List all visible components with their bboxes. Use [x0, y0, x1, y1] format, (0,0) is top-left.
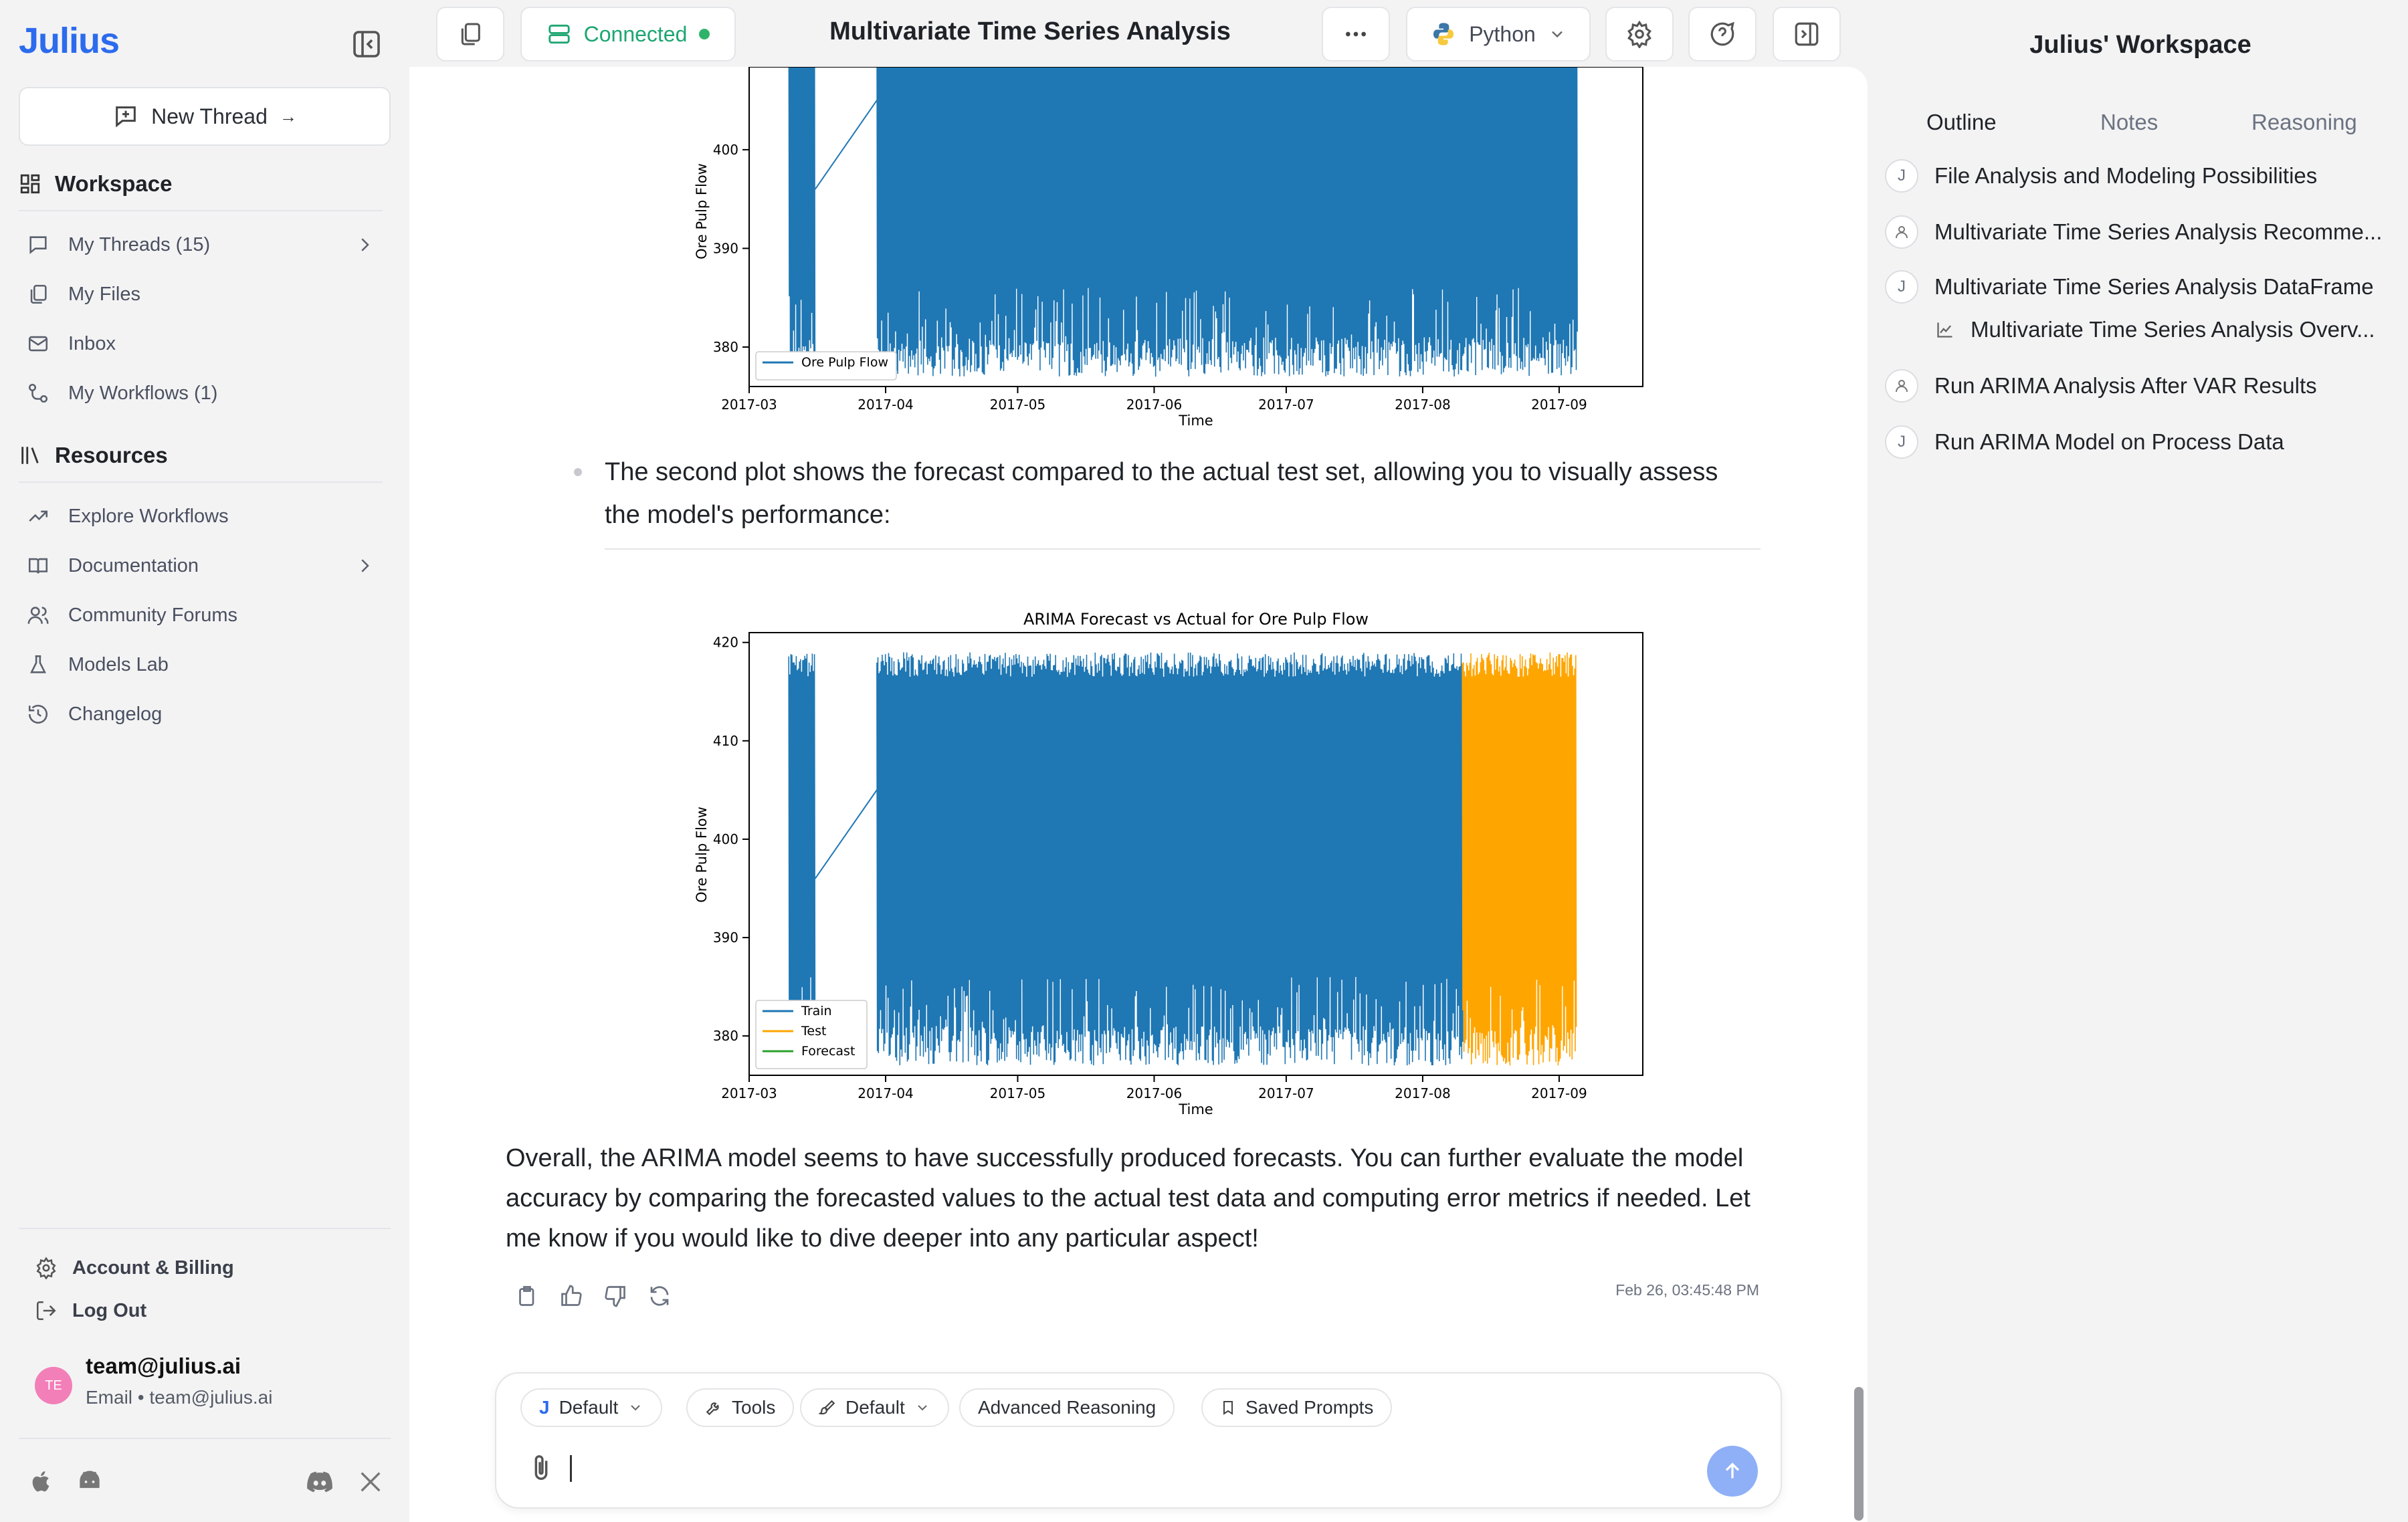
user-email: team@julius.ai [86, 1353, 241, 1378]
series-line-test [1462, 653, 1576, 1066]
help-chat-button[interactable] [1688, 7, 1757, 62]
arima-forecast-chart[interactable] [693, 602, 1656, 1123]
y-tick-label: 410 [712, 732, 738, 749]
arrow-up-icon [1720, 1459, 1744, 1483]
x-tick-label: 2017-06 [1126, 1085, 1183, 1101]
legend-label: Ore Pulp Flow [801, 355, 888, 370]
assistant-message-text: Overall, the ARIMA model seems to have successfully produced forecasts. You can further evaluate the model accuracy by comparing the forecasted values to the actual test data and computing error metrics if needed. Let me know if you would like to dive deeper into any particular aspect! [506, 1144, 1750, 1253]
outline-item-label: Multivariate Time Series Analysis Recomme... [1934, 219, 2383, 244]
flask-icon [27, 653, 49, 676]
outline-item-label: Multivariate Time Series Analysis DataFrame [1934, 274, 2374, 299]
user-subtitle: Email • team@julius.ai [86, 1387, 273, 1408]
julius-badge: J [1885, 425, 1918, 459]
send-button[interactable] [1707, 1446, 1758, 1497]
y-tick-label: 380 [712, 1028, 738, 1045]
gear-icon [35, 1257, 58, 1279]
user-icon [1885, 215, 1918, 249]
server-icon [546, 21, 572, 47]
divider [19, 481, 383, 483]
chevron-down-icon [1548, 25, 1567, 43]
bookmark-icon [1220, 1400, 1236, 1416]
x-tick-label: 2017-09 [1531, 1085, 1587, 1101]
chevron-down-icon [627, 1400, 643, 1416]
x-axis-label: Time [1179, 413, 1213, 428]
x-twitter-icon[interactable] [353, 1464, 388, 1499]
divider [605, 548, 1761, 550]
panel-right-icon [1793, 20, 1821, 48]
regenerate-icon[interactable] [647, 1284, 672, 1308]
divider [19, 210, 383, 211]
workflow-icon [27, 382, 49, 405]
y-tick-label: 390 [712, 240, 738, 257]
x-tick-label: 2017-08 [1395, 1085, 1451, 1101]
advanced-reasoning-chip[interactable]: Advanced Reasoning [959, 1388, 1175, 1427]
copy-thread-button[interactable] [436, 7, 504, 62]
new-thread-label: New Thread [151, 104, 268, 128]
chart-title: ARIMA Forecast vs Actual for Ore Pulp Flow [1023, 610, 1369, 629]
android-icon[interactable] [72, 1464, 107, 1499]
python-icon [1430, 21, 1457, 47]
history-icon [27, 703, 49, 726]
saved-prompts-chip[interactable]: Saved Prompts [1201, 1388, 1392, 1427]
x-tick-label: 2017-04 [858, 397, 914, 413]
page-title: Multivariate Time Series Analysis [829, 17, 1231, 45]
add-chat-icon [112, 103, 139, 130]
x-tick-label: 2017-07 [1258, 1085, 1314, 1101]
help-chat-icon [1708, 20, 1736, 48]
status-dot [699, 29, 710, 39]
resources-heading: Resources [19, 443, 168, 468]
x-tick-label: 2017-07 [1258, 397, 1314, 413]
y-tick-label: 400 [712, 831, 738, 847]
tools-chip[interactable]: Tools [686, 1388, 794, 1427]
y-axis-label: Ore Pulp Flow [694, 163, 710, 259]
outline-item-label: Multivariate Time Series Analysis Overv... [1971, 317, 2375, 342]
tab-notes[interactable]: Notes [2100, 110, 2159, 134]
outline-item[interactable] [1885, 365, 2317, 407]
book-icon [27, 554, 49, 577]
outline-item-label: Run ARIMA Model on Process Data [1934, 429, 2284, 454]
outline-item-label: File Analysis and Modeling Possibilities [1934, 163, 2318, 188]
julius-mark-icon: J [539, 1397, 550, 1418]
series-line-ore-pulp-flow [789, 67, 815, 375]
divider [19, 1438, 391, 1439]
line-chart-icon [1936, 320, 1954, 339]
series-gap-connector [815, 790, 877, 878]
wrench-icon [705, 1399, 722, 1416]
account-billing-link[interactable]: Account & Billing [35, 1249, 234, 1287]
connected-label: Connected [583, 21, 688, 46]
style-select-chip[interactable]: Default [800, 1388, 949, 1427]
workspace-heading: Workspace [19, 171, 172, 197]
y-tick-label: 420 [712, 634, 738, 651]
settings-button[interactable] [1605, 7, 1674, 62]
gear-icon [1625, 20, 1653, 48]
message-actions [515, 1284, 672, 1308]
collapse-sidebar-icon[interactable] [349, 27, 384, 62]
grid-icon [19, 173, 41, 195]
sidebar [0, 0, 409, 1522]
bullet-dot [574, 468, 582, 476]
language-select[interactable] [1406, 7, 1591, 62]
more-options-button[interactable] [1322, 7, 1390, 62]
divider [19, 1228, 391, 1229]
scrollbar-thumb[interactable] [1854, 1387, 1864, 1521]
x-tick-label: 2017-08 [1395, 397, 1451, 413]
sidebar-item-explore-workflows[interactable]: Explore Workflows [27, 496, 375, 536]
trend-icon [27, 505, 49, 528]
chat-icon [27, 233, 49, 256]
sidebar-item-models-lab[interactable]: Models Lab [27, 645, 375, 685]
outline-item[interactable] [1885, 421, 2284, 463]
y-tick-label: 390 [712, 930, 738, 946]
sidebar-item-my-files[interactable]: My Files [27, 274, 375, 314]
y-tick-label: 380 [712, 338, 738, 355]
legend-label: Train [801, 1004, 832, 1018]
series-line-ore-pulp-flow [877, 67, 1577, 376]
x-tick-label: 2017-09 [1531, 397, 1587, 413]
sidebar-item-changelog[interactable]: Changelog [27, 694, 375, 734]
ore-pulp-flow-chart[interactable] [693, 67, 1656, 428]
brush-icon [819, 1399, 836, 1416]
logout-icon [35, 1299, 58, 1322]
x-tick-label: 2017-06 [1126, 397, 1183, 413]
copy-icon [457, 21, 484, 47]
legend-label: Test [801, 1024, 827, 1039]
message-composer [495, 1372, 1782, 1509]
workspace-title: Julius' Workspace [2029, 31, 2251, 59]
copy-icon[interactable] [515, 1284, 539, 1308]
log-out-button[interactable]: Log Out [35, 1292, 146, 1329]
tab-reasoning[interactable]: Reasoning [2251, 110, 2357, 134]
new-thread-button[interactable] [19, 87, 391, 146]
thumbs-up-icon[interactable] [559, 1284, 583, 1308]
x-tick-label: 2017-04 [858, 1085, 914, 1101]
series-gap-connector [815, 100, 877, 189]
outline-item[interactable] [1885, 155, 2317, 197]
avatar[interactable]: TE [35, 1367, 72, 1404]
bullet-text: The second plot shows the forecast compared to the actual test set, allowing you to visually assess the model's performance: [605, 458, 1718, 529]
chevron-right-icon[interactable] [355, 235, 375, 255]
paperclip-icon[interactable] [526, 1450, 557, 1487]
sidebar-item-my-workflows[interactable]: My Workflows (1) [27, 373, 375, 413]
x-tick-label: 2017-05 [989, 397, 1046, 413]
x-tick-label: 2017-05 [989, 1085, 1046, 1101]
sidebar-item-documentation[interactable]: Documentation [27, 546, 375, 586]
apple-icon[interactable] [24, 1464, 59, 1499]
language-label: Python [1469, 21, 1536, 46]
julius-badge: J [1885, 270, 1918, 304]
x-axis-label: Time [1179, 1101, 1213, 1117]
x-tick-label: 2017-03 [721, 1085, 777, 1101]
y-tick-label: 400 [712, 141, 738, 158]
outline-item[interactable] [1885, 211, 2382, 253]
connection-status-button[interactable] [520, 7, 736, 62]
series-line-train [877, 653, 1463, 1066]
legend-label: Forecast [801, 1044, 856, 1059]
sidebar-item-inbox[interactable]: Inbox [27, 324, 375, 364]
x-tick-label: 2017-03 [721, 397, 777, 413]
user-icon [1885, 369, 1918, 403]
tab-outline[interactable]: Outline [1926, 110, 1997, 134]
arrow-right-icon: → [279, 106, 297, 126]
y-axis-label: Ore Pulp Flow [694, 806, 710, 903]
message-timestamp: Feb 26, 03:45:48 PM [1615, 1281, 1759, 1299]
outline-item[interactable] [1885, 266, 2374, 308]
people-icon [27, 604, 49, 627]
outline-item-label: Run ARIMA Analysis After VAR Results [1934, 373, 2317, 398]
ellipsis-icon [1342, 21, 1369, 47]
mail-icon [27, 332, 49, 355]
model-select-chip[interactable]: J Default [520, 1388, 662, 1427]
library-icon [19, 444, 41, 467]
thumbs-down-icon[interactable] [603, 1284, 627, 1308]
chevron-right-icon[interactable] [355, 556, 375, 576]
julius-badge: J [1885, 159, 1918, 193]
julius-logo[interactable]: Julius [19, 21, 120, 61]
text-input-caret[interactable] [570, 1455, 572, 1482]
discord-icon[interactable] [302, 1464, 337, 1499]
toggle-workspace-button[interactable] [1773, 7, 1841, 62]
chevron-down-icon [914, 1400, 930, 1416]
sidebar-item-my-threads[interactable]: My Threads (15) [27, 225, 375, 265]
files-icon [27, 283, 49, 306]
outline-item[interactable] [1936, 309, 2375, 350]
sidebar-item-community-forums[interactable]: Community Forums [27, 595, 375, 635]
